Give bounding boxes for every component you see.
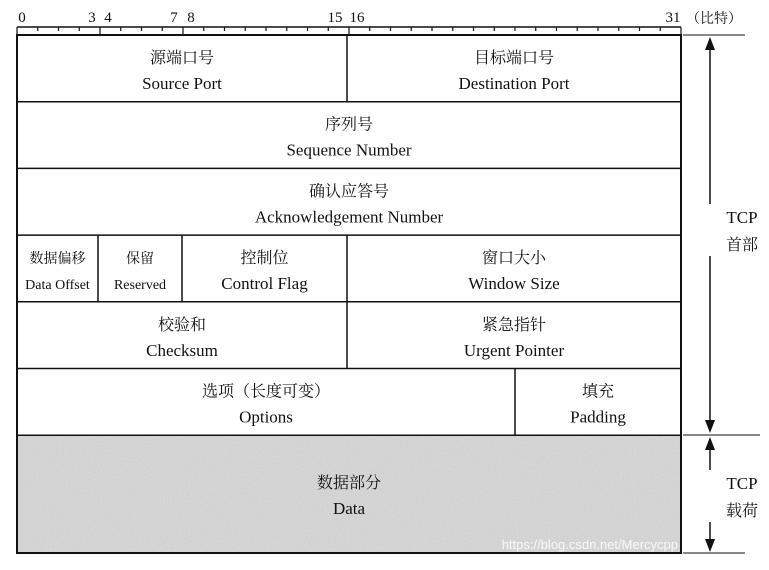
field-label-cn: 控制位	[240, 248, 289, 268]
field-window-size	[468, 248, 559, 293]
field-label-en: Sequence Number	[286, 140, 412, 160]
field-checksum	[146, 315, 218, 360]
field-sequence-number	[286, 115, 411, 160]
field-urgent-pointer	[464, 315, 565, 360]
payload-arrow-down-icon	[705, 539, 715, 552]
field-label-cn: 目标端口号	[473, 48, 555, 67]
bit-label-31: 31	[665, 10, 681, 26]
field-label-cn: 紧急指针	[481, 314, 547, 334]
field-control-flag	[221, 248, 308, 293]
bit-label-0: 0	[18, 10, 26, 26]
bit-label-3: 3	[88, 10, 96, 26]
field-label-en: Checksum	[146, 340, 218, 360]
field-reserved	[114, 251, 166, 293]
field-label-en: Window Size	[468, 274, 560, 294]
bit-unit-label: （比特）	[686, 11, 742, 27]
bit-label-7: 7	[170, 10, 178, 26]
header-arrow-down-icon	[705, 420, 715, 433]
field-label-cn: 填充	[581, 381, 615, 401]
field-label-en: Padding	[570, 407, 626, 427]
header-label-line2: 首部	[725, 235, 759, 254]
field-label-cn: 源端口号	[149, 48, 215, 67]
field-data-offset	[25, 250, 90, 293]
field-destination-port	[459, 48, 570, 93]
field-options	[202, 382, 330, 427]
data-block-en: Data	[332, 499, 366, 518]
field-label-cn: 数据偏移	[29, 251, 86, 268]
field-source-port	[142, 48, 222, 93]
field-label-cn: 选项（长度可变）	[201, 381, 331, 401]
field-label-cn: 校验和	[157, 314, 207, 334]
header-arrow-up-icon	[705, 37, 715, 50]
field-acknowledgement-number	[255, 181, 444, 226]
field-label-cn: 窗口大小	[481, 248, 547, 268]
side-bracket-payload	[683, 437, 758, 553]
data-block-grain	[17, 436, 681, 553]
bit-label-8: 8	[187, 10, 195, 26]
data-block-cn: 数据部分	[316, 473, 382, 492]
field-label-en: Acknowledgement Number	[254, 207, 444, 227]
field-label-en: Source Port	[142, 74, 222, 93]
field-label-cn: 确认应答号	[308, 181, 390, 201]
field-label-en: Options	[239, 407, 293, 427]
bit-label-15: 15	[327, 10, 343, 26]
side-bracket-header	[683, 35, 760, 435]
header-label-line1: TCP	[726, 208, 758, 227]
payload-label-line1: TCP	[726, 474, 758, 493]
bit-ruler	[17, 10, 742, 35]
payload-label-line2: 载荷	[725, 501, 759, 520]
field-padding	[570, 382, 626, 427]
field-label-en: Urgent Pointer	[463, 340, 565, 360]
bit-label-4: 4	[104, 10, 112, 26]
field-label-cn: 保留	[126, 251, 154, 268]
field-label-en: Reserved	[113, 278, 167, 294]
field-label-en: Data Offset	[25, 278, 90, 294]
data-block	[17, 436, 681, 553]
watermark: https://blog.csdn.net/Mercycpp	[501, 537, 678, 552]
field-label-en: Destination Port	[458, 74, 570, 93]
payload-arrow-up-icon	[705, 437, 715, 450]
field-label-en: Control Flag	[221, 274, 308, 294]
field-label-cn: 序列号	[324, 114, 374, 134]
bit-label-16: 16	[349, 10, 365, 26]
